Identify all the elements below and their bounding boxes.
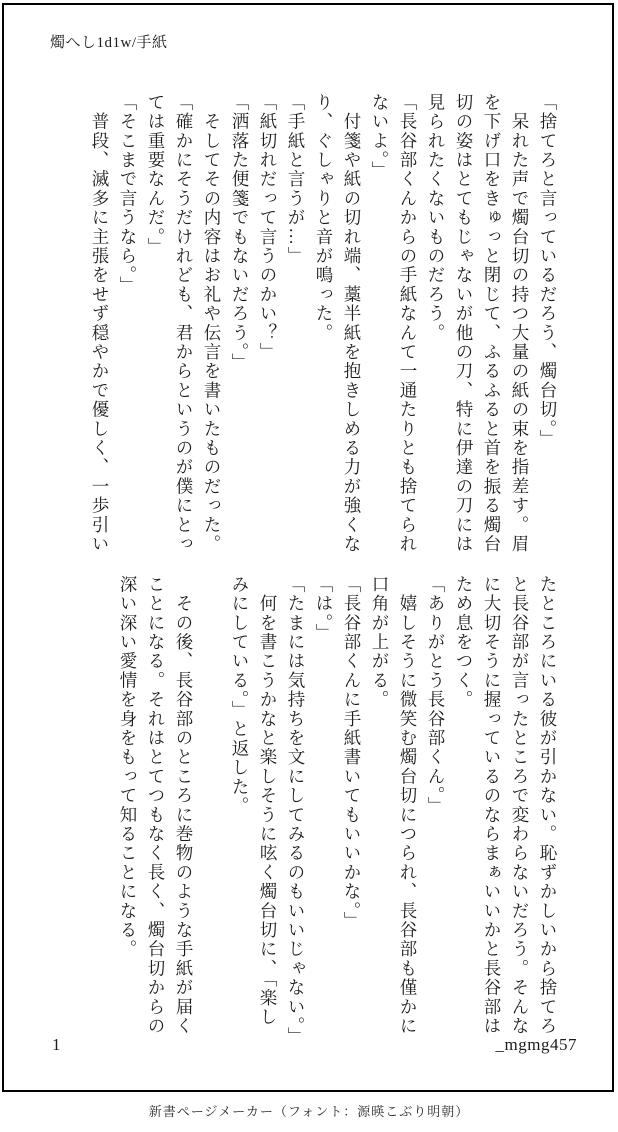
page-title: 燭へし1d1w/手紙 — [50, 35, 168, 51]
text-column: 「洒落た便箋でもないだろう。」 — [230, 93, 250, 373]
text-column: 「長谷部くんからの手紙なんて一通たりとも捨てられ — [398, 93, 418, 554]
text-column: 呆れた声で燭台切の持つ大量の紙の束を指差す。眉 — [510, 93, 530, 554]
text-column: 普段、滅多に主張をせず穏やかで優しく、一歩引い — [90, 93, 110, 554]
text-column: 「ありがとう長谷部くん。」 — [426, 575, 446, 816]
page-frame — [2, 3, 614, 1092]
text-column: ては重要なんだ。」 — [146, 93, 166, 258]
text-column: ことになる。それはとてつもなく長く、燭台切からの — [146, 575, 166, 1036]
text-column: 切の姿はとてもじゃないが他の刀、特に伊達の刀には — [454, 93, 474, 554]
text-column: を下げ口をきゅっと閉じて、ふるふると首を振る燭台 — [482, 93, 502, 554]
text-column: 「は。」 — [314, 575, 334, 644]
text-column: 深い深い愛情を身をもって知ることになる。 — [118, 575, 138, 959]
text-column: と長谷部が言ったところで変わらないだろう。そんな — [510, 575, 530, 1036]
text-column: ため息をつく。 — [454, 575, 474, 710]
text-band-1 — [86, 93, 562, 559]
text-column: みにしている。」と返した。 — [230, 575, 250, 816]
text-column: ないよ。」 — [370, 93, 390, 181]
text-column: たところにいる彼が引かない。恥ずかしいから捨てろ — [538, 575, 558, 1036]
text-column: 口角が上がる。 — [370, 575, 390, 710]
text-column: 見られたくないものだろう。 — [426, 93, 446, 343]
text-column: 「たまには気持ちを文にしてみるのもいいじゃない。」 — [286, 575, 306, 1047]
text-column: 嬉しそうに微笑む燭台切につられ、長谷部も僅かに — [398, 575, 418, 1036]
text-column: そしてその内容はお礼や伝言を書いたものだった。 — [202, 93, 222, 554]
text-column: 「確かにそうだけれども、君からというのが僕にとっ — [174, 93, 194, 554]
text-column — [198, 575, 226, 1041]
text-column: 「紙切れだって言うのかい？」 — [258, 93, 278, 362]
text-column: 「捨てろと言っているだろう、燭台切。」 — [538, 93, 558, 450]
text-column: 「手紙と言うが…」 — [286, 93, 306, 266]
text-column: その後、長谷部のところに巻物のような手紙が届く — [174, 575, 194, 1036]
text-column: 付箋や紙の切れ端、藁半紙を抱きしめる力が強くな — [342, 93, 362, 554]
text-column: 「そこまで言うなら。」 — [118, 93, 138, 296]
page-number: 1 — [52, 1035, 61, 1054]
text-column: り、ぐしゃりと音が鳴った。 — [314, 93, 334, 343]
text-column: 何を書こうかなと楽しそうに呟く燭台切に、「楽し — [258, 575, 278, 1028]
footer-caption: 新書ページメーカー（フォント：源暎こぶり明朝） — [148, 1104, 470, 1119]
author-credit: _mgmg457 — [495, 1035, 577, 1054]
text-column: に大切そうに握っているのならまぁいいかと長谷部は — [482, 575, 502, 1036]
text-column: 「長谷部くんに手紙書いてもいいかな。」 — [342, 575, 362, 932]
